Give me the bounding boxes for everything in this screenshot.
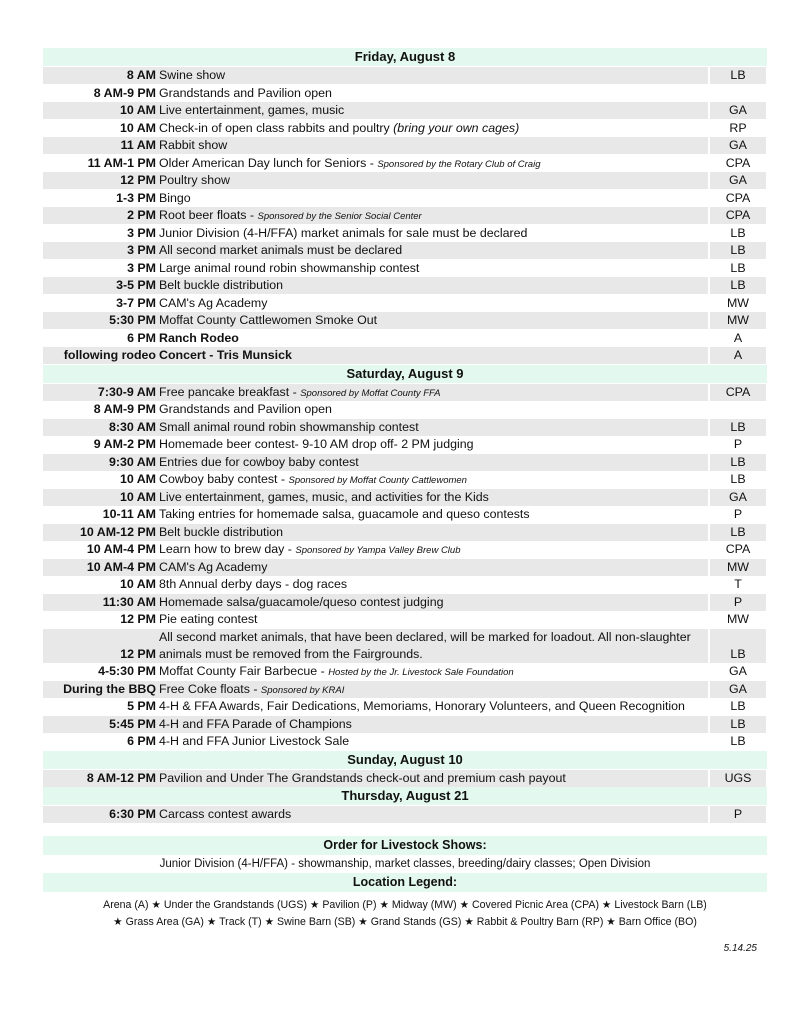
schedule-row (43, 155, 767, 172)
event-location: LB (710, 242, 766, 259)
schedule-row (43, 384, 767, 401)
event-time: 1-3 PM (43, 190, 159, 207)
schedule-row (43, 806, 767, 823)
event-time: 3 PM (43, 225, 159, 242)
event-location: A (710, 347, 766, 364)
event-time: 11 AM (43, 137, 159, 154)
event-note: (bring your own cages) (393, 120, 520, 135)
schedule-row (43, 120, 767, 137)
event-sponsor: Sponsored by Moffat County FFA (300, 387, 441, 399)
day-heading: Friday, August 8 (43, 48, 767, 66)
event-time: 12 PM (43, 172, 159, 189)
event-time: During the BBQ (43, 681, 159, 698)
event-location: MW (710, 559, 766, 576)
event-time: 5:45 PM (43, 716, 159, 733)
event-description (159, 102, 708, 119)
event-sponsor: Hosted by the Jr. Livestock Sale Foundation (328, 667, 514, 678)
schedule-row (43, 489, 767, 506)
event-description (159, 260, 708, 277)
event-location: LB (710, 698, 766, 715)
event-sponsor: Sponsored by KRAI (260, 684, 345, 696)
event-time: 5:30 PM (43, 312, 159, 329)
event-description (159, 384, 708, 401)
event-description (159, 576, 708, 593)
event-description (159, 524, 708, 541)
event-description (159, 137, 708, 154)
event-location: GA (710, 137, 766, 154)
event-sponsor: Sponsored by the Senior Social Center (257, 211, 422, 222)
event-time: 2 PM (43, 207, 159, 224)
event-description (159, 471, 708, 488)
schedule-row (43, 559, 767, 576)
event-text: Bingo (159, 190, 191, 205)
event-description (159, 419, 708, 436)
event-description (159, 698, 708, 715)
schedule (43, 48, 767, 824)
schedule-row (43, 506, 767, 523)
event-description (159, 85, 708, 102)
event-description (159, 681, 708, 698)
event-location: GA (710, 489, 766, 506)
event-location: LB (710, 629, 766, 663)
event-time: 6 PM (43, 330, 159, 347)
schedule-row (43, 207, 767, 224)
event-description (159, 489, 708, 506)
schedule-row (43, 85, 767, 102)
event-text: Moffat County Cattlewomen Smoke Out (159, 313, 378, 327)
event-time: 3 PM (43, 260, 159, 277)
event-location (710, 401, 766, 418)
order-text: Junior Division (4-H/FFA) - showmanship, market classes, breeding/dairy classes; Open Division (159, 858, 651, 870)
event-time: 10 AM-12 PM (43, 524, 159, 541)
event-text: Live entertainment, games, music (159, 103, 345, 117)
event-text: Free pancake breakfast - (159, 384, 301, 399)
version-stamp: 5.14.25 (723, 943, 757, 954)
event-location: MW (710, 312, 766, 329)
event-location: P (710, 506, 766, 523)
event-location: P (710, 594, 766, 611)
event-time: 6 PM (43, 733, 159, 750)
event-description (159, 155, 708, 172)
event-text: CAM's Ag Academy (159, 295, 268, 310)
event-text: Entries due for cowboy baby contest (159, 454, 359, 469)
order-heading: Order for Livestock Shows: (43, 836, 767, 855)
event-text: Root beer floats - (159, 208, 258, 222)
event-text: Cowboy baby contest - (159, 472, 289, 486)
event-time: 5 PM (43, 698, 159, 715)
schedule-row (43, 716, 767, 733)
event-description (159, 172, 708, 189)
event-location: LB (710, 471, 766, 488)
schedule-row (43, 172, 767, 189)
event-text: Ranch Rodeo (159, 330, 239, 345)
event-text: All second market animals must be declared (159, 243, 403, 257)
event-time: 8 AM-9 PM (43, 401, 159, 418)
event-text: All second market animals, that have been declared, will be marked for loadout. All non-slaughter animals must be removed from the Fairgrounds. (159, 629, 691, 661)
event-time: 10 AM (43, 576, 159, 593)
event-text: Pavilion and Under The Grandstands check-out and premium cash payout (159, 770, 566, 785)
event-location: LB (710, 225, 766, 242)
event-description (159, 541, 708, 558)
event-location: CPA (710, 207, 766, 224)
schedule-row (43, 260, 767, 277)
event-text: 4-H and FFA Junior Livestock Sale (159, 734, 350, 748)
event-location (710, 85, 766, 102)
event-text: Older American Day lunch for Seniors - (159, 155, 378, 170)
event-text: 4-H and FFA Parade of Champions (159, 716, 352, 731)
event-description (159, 663, 708, 680)
event-description (159, 594, 708, 611)
event-time: following rodeo (43, 347, 159, 364)
event-text: Grandstands and Pavilion open (159, 402, 332, 416)
event-location: LB (710, 454, 766, 471)
event-description (159, 559, 708, 576)
schedule-row (43, 629, 767, 663)
event-location: LB (710, 260, 766, 277)
event-location: LB (710, 67, 766, 84)
event-time: 12 PM (43, 611, 159, 628)
event-description (159, 277, 708, 294)
schedule-row (43, 102, 767, 119)
schedule-row (43, 733, 767, 750)
footer (43, 836, 767, 931)
schedule-row (43, 401, 767, 418)
event-text: Taking entries for homemade salsa, guacamole and queso contests (159, 507, 530, 521)
event-time: 8 AM-9 PM (43, 85, 159, 102)
schedule-row (43, 524, 767, 541)
event-location: UGS (710, 770, 766, 787)
legend-line-1: Arena (A) ★ Under the Grandstands (UGS) ★ Pavilion (P) ★ Midway (MW) ★ Covered Picnic Area (CPA) ★ Livestock Barn (LB) (103, 899, 707, 911)
event-location: LB (710, 419, 766, 436)
event-time: 10 AM (43, 471, 159, 488)
event-description (159, 454, 708, 471)
event-location: CPA (710, 384, 766, 401)
event-description (159, 67, 708, 84)
event-sponsor: Sponsored by the Rotary Club of Craig (377, 158, 541, 170)
event-description (159, 401, 708, 418)
schedule-row (43, 541, 767, 558)
schedule-row (43, 347, 767, 364)
event-description (159, 190, 708, 207)
event-text: Belt buckle distribution (159, 524, 283, 539)
event-description (159, 733, 708, 750)
event-text: Homemade salsa/guacamole/queso contest judging (159, 594, 444, 609)
event-time: 3 PM (43, 242, 159, 259)
event-description (159, 225, 708, 242)
day-heading: Saturday, August 9 (43, 365, 767, 383)
event-time: 11 AM-1 PM (43, 155, 159, 172)
event-time: 10 AM-4 PM (43, 541, 159, 558)
event-text: Poultry show (159, 173, 230, 187)
event-location: GA (710, 681, 766, 698)
legend-text (43, 897, 767, 931)
event-time: 10 AM-4 PM (43, 559, 159, 576)
event-description (159, 611, 708, 628)
event-time: 8:30 AM (43, 419, 159, 436)
event-location: CPA (710, 190, 766, 207)
event-time: 9 AM-2 PM (43, 436, 159, 453)
event-text: Carcass contest awards (159, 807, 292, 821)
schedule-row (43, 67, 767, 84)
event-time: 10 AM (43, 489, 159, 506)
event-text: Junior Division (4-H/FFA) market animals for sale must be declared (159, 225, 528, 240)
event-location: RP (710, 120, 766, 137)
event-text: Concert - Tris Munsick (159, 348, 292, 362)
schedule-row (43, 698, 767, 715)
event-location: LB (710, 716, 766, 733)
event-time: 10-11 AM (43, 506, 159, 523)
event-location: LB (710, 524, 766, 541)
schedule-row (43, 242, 767, 259)
event-text: Homemade beer contest- 9-10 AM drop off- 2 PM judging (159, 437, 474, 451)
legend-line-2: ★ Grass Area (GA) ★ Track (T) ★ Swine Barn (SB) ★ Grand Stands (GS) ★ Rabbit & Poultry Barn (RP) ★ Barn Office (BO) (113, 916, 697, 928)
event-text: Pie eating contest (159, 612, 258, 626)
day-heading: Thursday, August 21 (43, 787, 767, 805)
event-text: Rabbit show (159, 138, 228, 152)
schedule-row (43, 594, 767, 611)
event-time: 8 AM (43, 67, 159, 84)
event-text: Grandstands and Pavilion open (159, 85, 332, 100)
event-location: LB (710, 733, 766, 750)
event-description (159, 295, 708, 312)
schedule-row (43, 190, 767, 207)
event-description (159, 120, 708, 137)
event-location: GA (710, 172, 766, 189)
event-location: CPA (710, 155, 766, 172)
event-description (159, 242, 708, 259)
schedule-row (43, 137, 767, 154)
event-time: 8 AM-12 PM (43, 770, 159, 787)
event-time: 10 AM (43, 120, 159, 137)
schedule-row (43, 295, 767, 312)
schedule-row (43, 471, 767, 488)
event-text: Swine show (159, 68, 226, 82)
event-text: 8th Annual derby days - dog races (159, 577, 348, 591)
event-time: 10 AM (43, 102, 159, 119)
schedule-row (43, 312, 767, 329)
event-text: Belt buckle distribution (159, 278, 283, 292)
event-time: 11:30 AM (43, 594, 159, 611)
event-location: LB (710, 277, 766, 294)
event-location: MW (710, 295, 766, 312)
day-heading: Sunday, August 10 (43, 751, 767, 769)
event-location: CPA (710, 541, 766, 558)
event-description (159, 716, 708, 733)
event-text: Check-in of open class rabbits and poultry (159, 120, 394, 135)
event-text: 4-H & FFA Awards, Fair Dedications, Memoriams, Honorary Volunteers, and Queen Recognition (159, 699, 685, 713)
schedule-row (43, 419, 767, 436)
event-location: A (710, 330, 766, 347)
event-location: MW (710, 611, 766, 628)
event-time: 4-5:30 PM (43, 663, 159, 680)
event-sponsor: Sponsored by Yampa Valley Brew Club (295, 545, 461, 556)
schedule-row (43, 436, 767, 453)
event-location: P (710, 806, 766, 823)
schedule-row (43, 225, 767, 242)
schedule-row (43, 770, 767, 787)
event-text: Learn how to brew day - (159, 542, 296, 556)
event-description (159, 347, 708, 364)
schedule-row (43, 576, 767, 593)
schedule-row (43, 681, 767, 698)
event-location: GA (710, 663, 766, 680)
event-text: Moffat County Fair Barbecue - (159, 664, 329, 678)
event-description (159, 330, 708, 347)
event-text: Free Coke floats - (159, 681, 261, 696)
event-description (159, 207, 708, 224)
event-time: 3-5 PM (43, 277, 159, 294)
event-description (159, 629, 708, 663)
event-time: 7:30-9 AM (43, 384, 159, 401)
event-text: Live entertainment, games, music, and activities for the Kids (159, 489, 489, 504)
schedule-row (43, 277, 767, 294)
event-time: 12 PM (43, 629, 159, 663)
schedule-row (43, 663, 767, 680)
event-description (159, 506, 708, 523)
event-location: GA (710, 102, 766, 119)
event-description (159, 770, 708, 787)
schedule-row (43, 611, 767, 628)
event-text: Small animal round robin showmanship contest (159, 419, 419, 434)
event-sponsor: Sponsored by Moffat County Cattlewomen (288, 475, 467, 486)
event-time: 9:30 AM (43, 454, 159, 471)
schedule-row (43, 454, 767, 471)
event-time: 3-7 PM (43, 295, 159, 312)
event-time: 6:30 PM (43, 806, 159, 823)
legend-heading: Location Legend: (43, 873, 767, 892)
event-location: P (710, 436, 766, 453)
schedule-row (43, 330, 767, 347)
event-text: Large animal round robin showmanship contest (159, 260, 420, 275)
event-text: CAM's Ag Academy (159, 559, 268, 574)
event-description (159, 806, 708, 823)
event-description (159, 436, 708, 453)
event-location: T (710, 576, 766, 593)
event-description (159, 312, 708, 329)
